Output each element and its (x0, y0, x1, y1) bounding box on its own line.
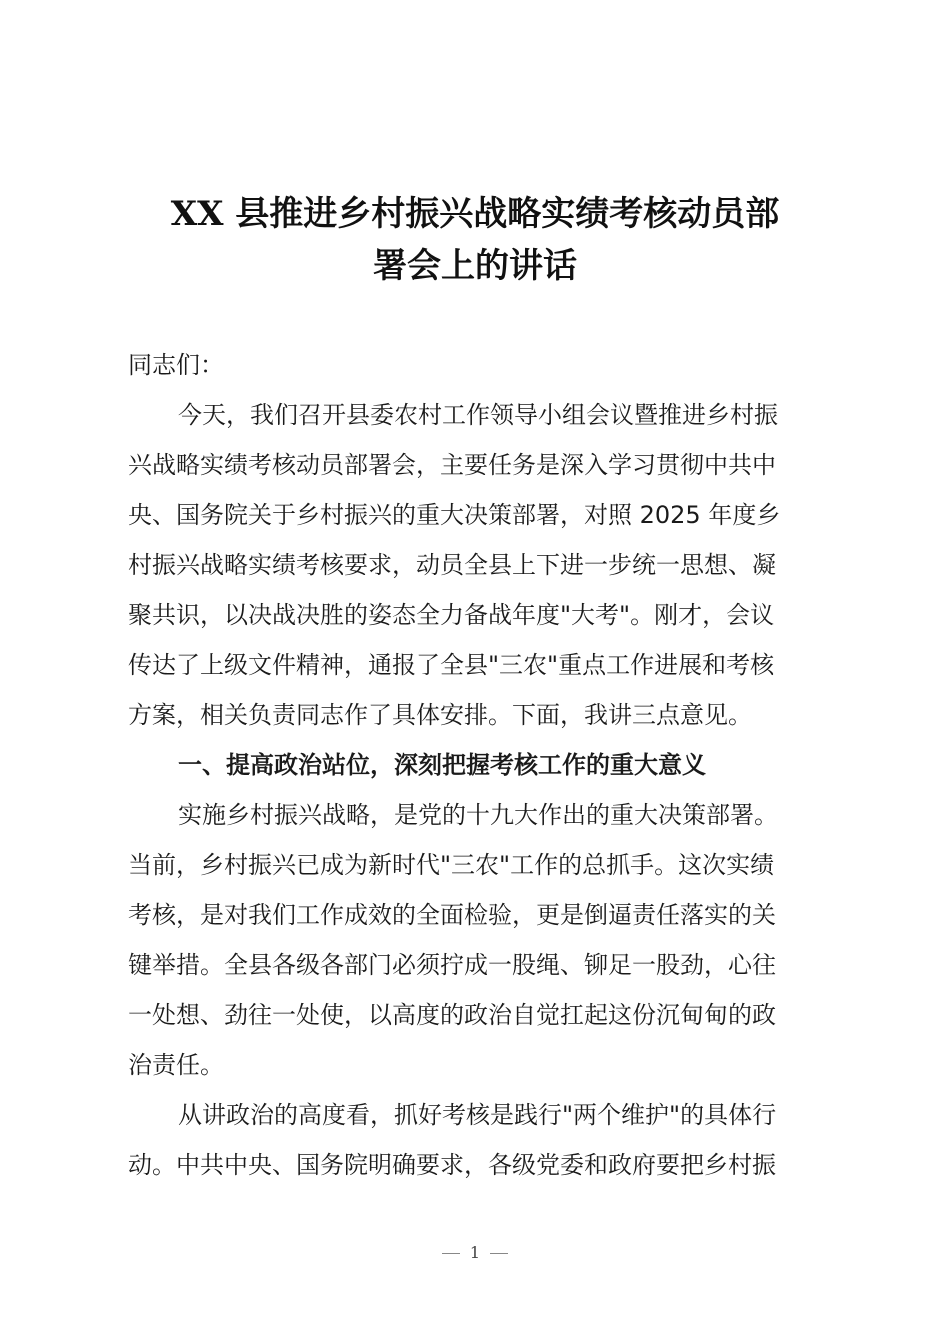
dash-left (442, 1253, 460, 1254)
intro-paragraph (128, 390, 824, 740)
text-line: 治责任。 (128, 1051, 224, 1079)
document-title (100, 188, 850, 292)
page-number: 1 (469, 1243, 481, 1262)
text-line: 从讲政治的高度看，抓好考核是践行"两个维护"的具体行 (178, 1101, 777, 1129)
text-line: 动。中共中央、国务院明确要求，各级党委和政府要把乡村振 (128, 1151, 776, 1179)
text-line: 考核，是对我们工作成效的全面检验，更是倒逼责任落实的关 (128, 901, 776, 929)
title-line-1: XX 县推进乡村振兴战略实绩考核动员部 (170, 194, 780, 234)
text-line: 央、国务院关于乡村振兴的重大决策部署，对照 2025 年度乡 (128, 501, 781, 529)
salutation: 同志们： (128, 351, 224, 379)
title-line-2: 署会上的讲话 (373, 246, 577, 286)
text-line: 键举措。全县各级各部门必须拧成一股绳、铆足一股劲，心往 (128, 951, 776, 979)
text-line: 传达了上级文件精神，通报了全县"三农"重点工作进展和考核 (128, 651, 775, 679)
text-line: 方案，相关负责同志作了具体安排。下面，我讲三点意见。 (128, 701, 752, 729)
section-heading: 一、提高政治站位，深刻把握考核工作的重大意义 (178, 751, 706, 779)
dash-right (490, 1253, 508, 1254)
text-line: 今天，我们召开县委农村工作领导小组会议暨推进乡村振 (178, 401, 778, 429)
document-body (128, 340, 824, 1190)
text-line: 聚共识，以决战决胜的姿态全力备战年度"大考"。刚才，会议 (128, 601, 775, 629)
text-line: 实施乡村振兴战略，是党的十九大作出的重大决策部署。 (178, 801, 778, 829)
section-paragraph-1 (128, 790, 824, 1090)
text-line: 当前，乡村振兴已成为新时代"三农"工作的总抓手。这次实绩 (128, 851, 775, 879)
text-line: 村振兴战略实绩考核要求，动员全县上下进一步统一思想、凝 (128, 551, 776, 579)
text-line: 一处想、劲往一处使，以高度的政治自觉扛起这份沉甸甸的政 (128, 1001, 776, 1029)
page-footer (0, 1243, 950, 1262)
section-paragraph-2 (128, 1090, 824, 1190)
text-line: 兴战略实绩考核动员部署会，主要任务是深入学习贯彻中共中 (128, 451, 776, 479)
